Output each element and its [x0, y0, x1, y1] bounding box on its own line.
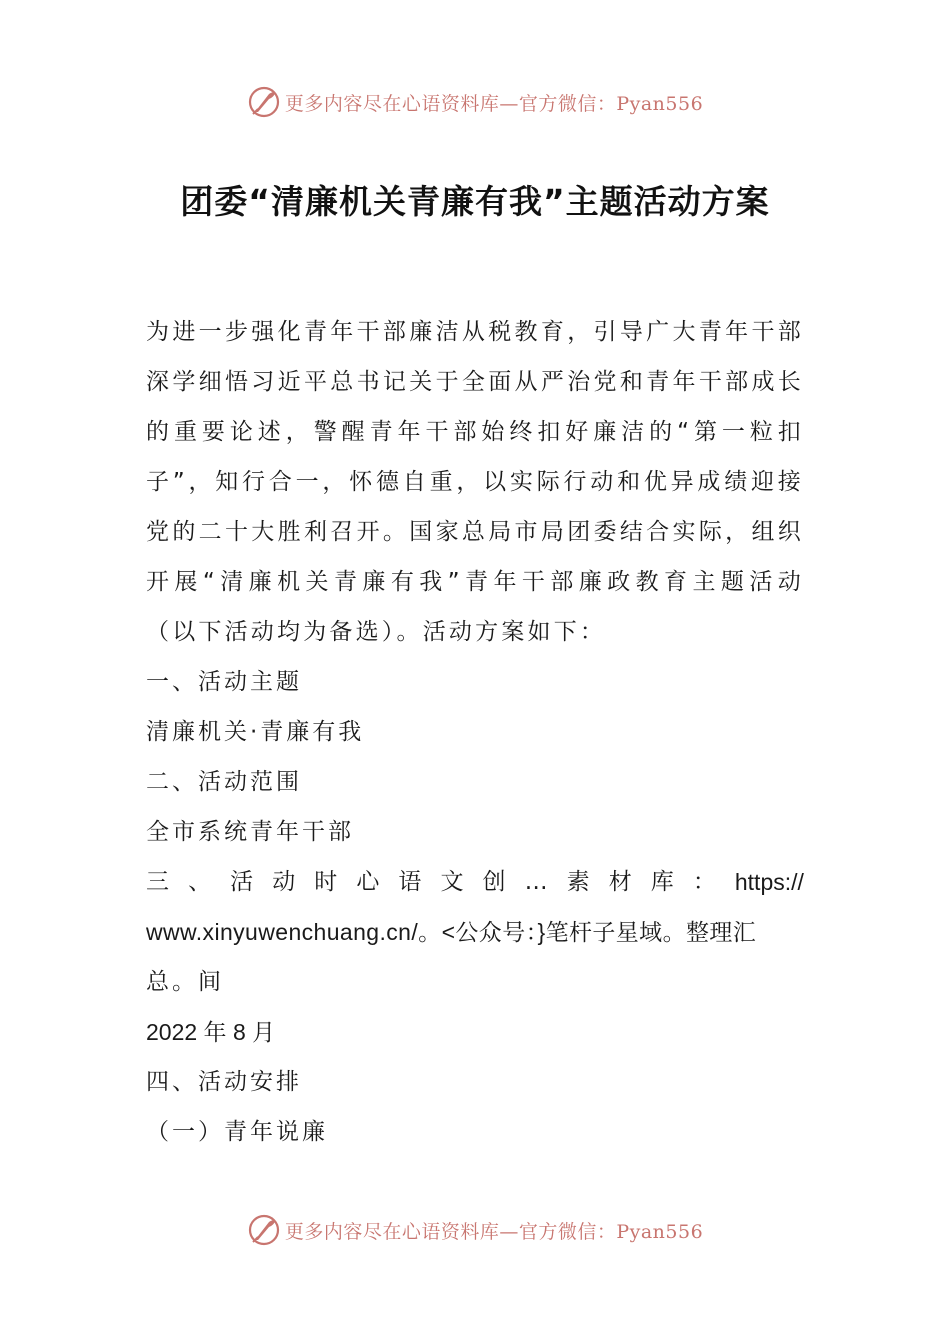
- section-3-url-line: www.xinyuwenchuang.cn/。<公众号：}笔杆子星域。整理汇: [146, 919, 757, 945]
- s3-char: ：: [692, 869, 716, 895]
- s3-char: 活: [230, 869, 254, 895]
- section-3-heading: [146, 857, 804, 907]
- header-banner: [0, 82, 950, 122]
- quill-pen-circle-icon: [247, 1213, 281, 1247]
- section-3-end: 总。间: [146, 969, 224, 995]
- s3-char: 时: [314, 869, 338, 895]
- section-4-heading: 四、活动安排: [146, 1069, 302, 1095]
- s3-char: 语: [398, 869, 422, 895]
- section-4-subheading: （一）青年说廉: [146, 1119, 328, 1145]
- quill-pen-circle-icon: [247, 85, 281, 119]
- s3-char: 三: [146, 869, 169, 895]
- banner-text: 更多内容尽在心语资料库—官方微信：Pyan556: [284, 92, 704, 115]
- s3-char: 库: [650, 869, 674, 895]
- s3-char: 材: [608, 869, 632, 895]
- s3-char: 心: [356, 869, 380, 895]
- section-1-heading: 一、活动主题: [146, 669, 302, 695]
- section-3-date: 2022 年 8 月: [146, 1019, 276, 1045]
- section-1-body: 清廉机关·青廉有我: [146, 719, 365, 745]
- s3-url-start: https://: [734, 869, 804, 895]
- s3-char: 文: [440, 869, 464, 895]
- banner-text: 更多内容尽在心语资料库—官方微信：Pyan556: [284, 1220, 704, 1243]
- s3-char: 素: [566, 869, 590, 895]
- document-body: [146, 307, 804, 1157]
- s3-char: 、: [188, 869, 212, 895]
- s3-char: 动: [272, 869, 296, 895]
- s3-char: 创: [482, 869, 506, 895]
- document-title: 团委“清廉机关青廉有我”主题活动方案: [180, 182, 770, 221]
- footer-banner: [0, 1210, 950, 1250]
- section-2-body: 全市系统青年干部: [146, 819, 354, 845]
- s3-char: …: [524, 869, 548, 895]
- intro-paragraph: 为进一步强化青年干部廉洁从税教育，引导广大青年干部深学细悟习近平总书记关于全面从严治党和青年干部成长的重要论述，警醒青年干部始终扣好廉洁的“第一粒扣子”，知行合一，怀德自重，以实际行动和优异成绩迎接党的二十大胜利召开。国家总局市局团委结合实际，组织开展“清廉机关青廉有我”青年干部廉政教育主题活动（以下活动均为备选）。活动方案如下：: [146, 319, 804, 645]
- section-2-heading: 二、活动范围: [146, 769, 302, 795]
